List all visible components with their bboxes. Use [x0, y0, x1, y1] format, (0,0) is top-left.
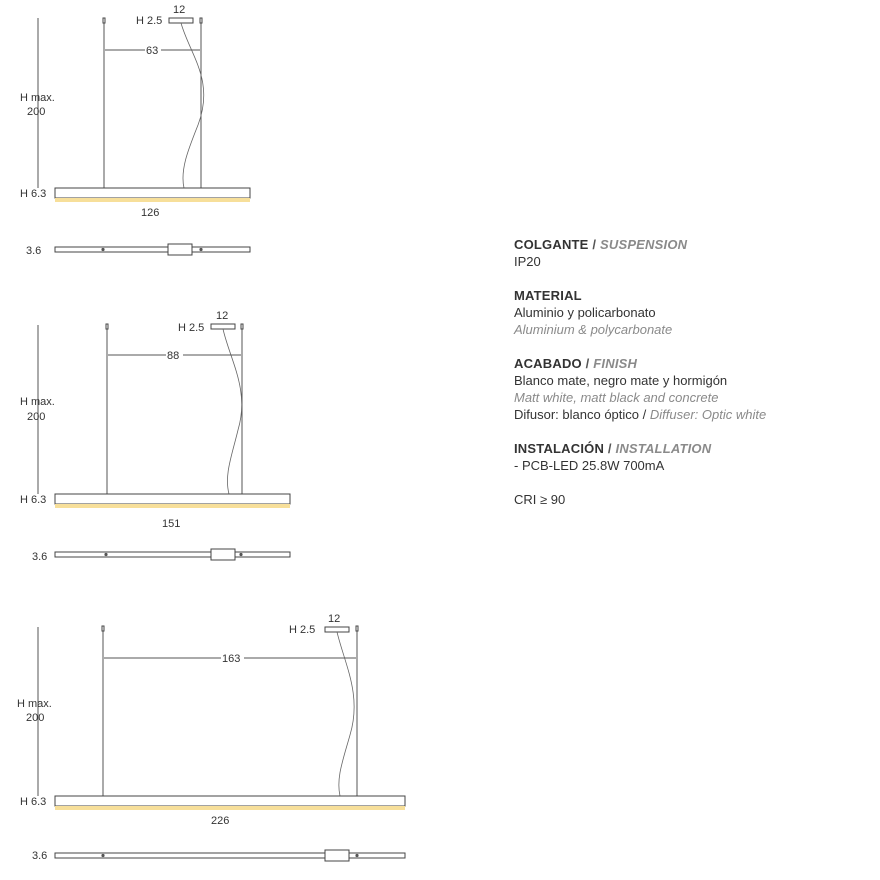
heading-en: SUSPENSION — [599, 237, 688, 252]
material-en: Aluminium & polycarbonate — [514, 322, 673, 337]
canopy-height-label: H 2.5 — [178, 322, 205, 334]
finish-en: Matt white, matt black and concrete — [514, 390, 719, 405]
spec-material-heading: MATERIAL — [514, 288, 582, 303]
heading-separator: / — [588, 237, 600, 252]
cri-value: CRI ≥ 90 — [514, 492, 566, 507]
diffuser-separator: / — [639, 407, 650, 422]
heading-es: INSTALACIÓN — [514, 441, 605, 456]
power-cable — [223, 329, 242, 494]
cable-anchor-left — [106, 324, 108, 329]
plan-anchor-right — [355, 854, 358, 857]
drawing-226 — [17, 613, 405, 862]
luminaire-profile — [55, 188, 250, 198]
cable-anchor-left — [102, 626, 104, 631]
spec-material — [514, 287, 854, 338]
height-label-h-max: H max. — [17, 698, 52, 710]
length-label: 226 — [211, 815, 230, 827]
heading-en: INSTALLATION — [615, 441, 712, 456]
canopy — [211, 324, 235, 329]
drawing-126 — [20, 4, 250, 257]
heading-separator: / — [604, 441, 616, 456]
led-spec: - PCB-LED 25.8W 700mA — [514, 458, 665, 473]
canopy-height-label: H 2.5 — [136, 15, 163, 27]
luminaire-plan-view — [55, 247, 250, 252]
profile-height-label: H 6.3 — [20, 188, 47, 200]
heading-separator: / — [581, 356, 594, 371]
spec-panel — [514, 236, 854, 525]
material-es: Aluminio y policarbonato — [514, 305, 656, 320]
plan-driver-box — [211, 549, 235, 560]
power-cable — [337, 632, 354, 796]
spec-type-heading — [514, 236, 854, 253]
plan-anchor-right — [239, 553, 242, 556]
cable-anchor-right — [356, 626, 358, 631]
power-cable — [181, 23, 204, 188]
plan-height-label: 3.6 — [26, 245, 42, 257]
heading-en: FINISH — [593, 356, 638, 371]
plan-height-label: 3.6 — [32, 551, 48, 563]
height-label-h-max: H max. — [20, 92, 55, 104]
spec-type — [514, 236, 854, 270]
light-emission — [55, 806, 405, 810]
heading-es: COLGANTE — [514, 237, 589, 252]
plan-anchor-left — [101, 248, 104, 251]
canopy-height-label: H 2.5 — [289, 624, 316, 636]
plan-height-label: 3.6 — [32, 850, 48, 862]
height-label-h-max: H max. — [20, 396, 55, 408]
height-label-200: 200 — [27, 106, 46, 118]
spec-installation-heading — [514, 440, 854, 457]
span-label: 88 — [167, 350, 180, 362]
plan-anchor-right — [199, 248, 202, 251]
canopy-width-label: 12 — [328, 613, 341, 625]
light-emission — [55, 504, 290, 508]
cable-anchor-right — [200, 18, 202, 23]
span-label: 63 — [146, 45, 159, 57]
plan-anchor-left — [104, 553, 107, 556]
diffuser-en: Diffuser: Optic white — [649, 407, 767, 422]
spec-finish — [514, 355, 854, 423]
heading-es: ACABADO — [514, 356, 582, 371]
spec-installation — [514, 440, 854, 474]
cable-anchor-right — [241, 324, 243, 329]
diffuser-line — [514, 406, 854, 423]
canopy — [169, 18, 193, 23]
length-label: 126 — [141, 207, 160, 219]
finish-es: Blanco mate, negro mate y hormigón — [514, 373, 728, 388]
spec-cri — [514, 491, 854, 508]
height-label-200: 200 — [26, 712, 45, 724]
canopy — [325, 627, 349, 632]
luminaire-profile — [55, 796, 405, 806]
canopy-width-label: 12 — [173, 4, 186, 16]
plan-anchor-left — [101, 854, 104, 857]
cable-anchor-left — [103, 18, 105, 23]
profile-height-label: H 6.3 — [20, 796, 47, 808]
light-emission — [55, 198, 250, 202]
canopy-width-label: 12 — [216, 310, 229, 322]
ip-rating: IP20 — [514, 254, 541, 269]
span-label: 163 — [222, 653, 241, 665]
spec-finish-heading — [514, 355, 854, 372]
height-label-200: 200 — [27, 411, 46, 423]
plan-driver-box — [325, 850, 349, 861]
luminaire-plan-view — [55, 853, 405, 858]
diffuser-es: Difusor: blanco óptico — [514, 407, 640, 422]
profile-height-label: H 6.3 — [20, 494, 47, 506]
luminaire-profile — [55, 494, 290, 504]
plan-driver-box — [168, 244, 192, 255]
length-label: 151 — [162, 518, 181, 530]
drawing-151 — [20, 310, 290, 563]
luminaire-plan-view — [55, 552, 290, 557]
